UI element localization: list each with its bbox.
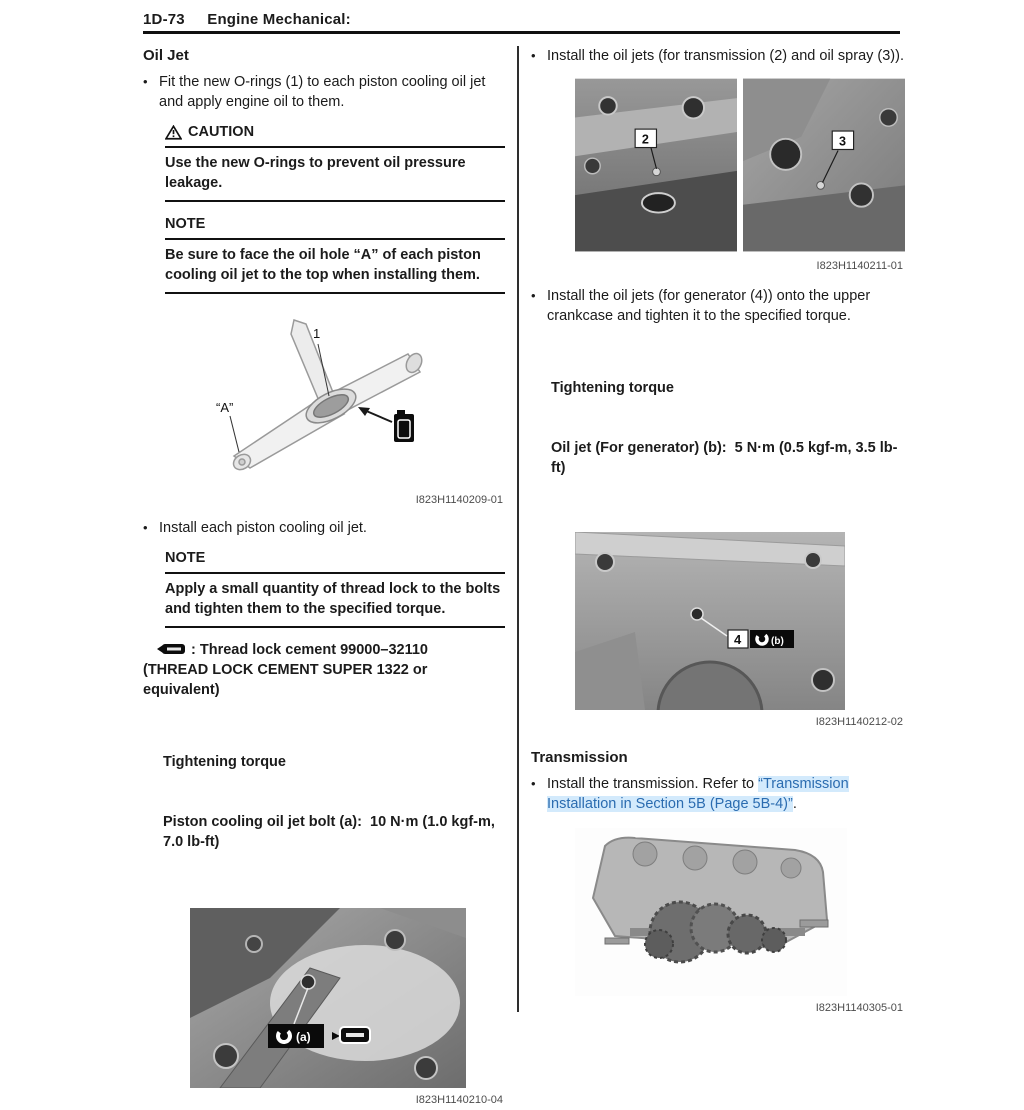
left-column xyxy=(143,44,505,1110)
torque-wrench-icon xyxy=(268,1024,324,1048)
torque-value: Piston cooling oil jet bolt (a): 10 N·m (1.0 kgf-m, 7.0 lb-ft) xyxy=(163,814,499,850)
figure-id: I823H1140211-01 xyxy=(816,260,903,272)
upper-crankcase-photo xyxy=(575,532,845,710)
figure-oil-jets-2-3 xyxy=(531,76,905,276)
figure-transmission xyxy=(531,828,905,1018)
rule xyxy=(165,238,505,240)
note-body: Apply a small quantity of thread lock to the bolts and tighten them to the specified torque. xyxy=(165,581,501,617)
rule xyxy=(165,200,505,202)
oil-can-icon xyxy=(358,407,414,442)
torque-value: Oil jet (For generator) (b): 5 N·m (0.5 kgf-m, 3.5 lb-ft) xyxy=(551,440,898,476)
label-part-1: 1 xyxy=(313,326,321,341)
bullet-marker: • xyxy=(531,776,536,791)
torque-title: Tightening torque xyxy=(551,380,674,396)
bullet-marker: • xyxy=(531,48,536,63)
thread-lock-tube-icon xyxy=(157,642,187,656)
figure-id: I823H1140305-01 xyxy=(815,1002,903,1014)
torque-wrench-icon xyxy=(750,630,794,648)
bullet-marker: • xyxy=(143,520,148,535)
step-text: Install the transmission. Refer to xyxy=(547,776,759,792)
page-number: 1D-73 xyxy=(143,11,185,28)
transmission-photo xyxy=(575,828,847,996)
right-column xyxy=(531,44,905,1018)
caution-body: Use the new O-rings to prevent oil pressure leakage. xyxy=(165,155,466,191)
transmission-jet-photo xyxy=(575,76,737,254)
page-header xyxy=(143,11,900,28)
torque-spec-right xyxy=(551,338,905,518)
note-title: NOTE xyxy=(165,216,206,232)
rule xyxy=(165,146,505,148)
note-body: Be sure to face the oil hole “A” of each piston cooling oil jet to the top when installing them. xyxy=(165,247,481,283)
bullet-marker: • xyxy=(143,74,148,89)
oil-jet-line-drawing xyxy=(198,316,538,488)
oil-spray-jet-photo xyxy=(743,76,905,254)
step-fit-orings: • Fit the new O-rings (1) to each piston cooling oil jet and apply engine oil to them. xyxy=(143,74,486,110)
svg-text:4: 4 xyxy=(734,632,742,647)
figure-id: I823H1140210-04 xyxy=(415,1094,503,1106)
torque-spec-left xyxy=(163,712,505,892)
crankcase-photo xyxy=(190,908,466,1088)
figure-id: I823H1140209-01 xyxy=(415,494,503,506)
step-install-trans-jets: • Install the oil jets (for transmission (2) and oil spray (3)). xyxy=(531,48,904,64)
figure-oil-jet-bolt xyxy=(143,908,505,1110)
rule xyxy=(165,292,505,294)
note-box-oil-hole xyxy=(165,214,505,294)
caution-title-row xyxy=(165,122,505,145)
column-divider xyxy=(517,46,519,1012)
figure-id: I823H1140212-02 xyxy=(815,716,903,728)
rule xyxy=(165,572,505,574)
transmission-installation-link[interactable]: “Transmission Installation in Section 5B (Page 5B-4)” xyxy=(547,776,849,812)
step-install-gen-jet: • Install the oil jets (for generator (4)) onto the upper crankcase and tighten it to the specified torque. xyxy=(531,288,871,324)
rule xyxy=(165,626,505,628)
bullet-marker: • xyxy=(531,288,536,303)
warning-triangle-icon xyxy=(165,125,182,140)
label-oil-hole-A: “A” xyxy=(216,400,234,415)
torque-title: Tightening torque xyxy=(163,754,286,770)
page-title: Engine Mechanical: xyxy=(207,11,351,28)
svg-text:3: 3 xyxy=(839,134,847,149)
step-install-jet: • Install each piston cooling oil jet. xyxy=(143,520,367,536)
figure-generator-jet xyxy=(531,532,905,732)
header-rule xyxy=(143,31,900,34)
note-title: NOTE xyxy=(165,550,206,566)
note-box-thread-lock xyxy=(165,548,505,628)
callout-label-3 xyxy=(832,131,853,149)
step-install-transmission: • Install the transmission. Refer to “Transmission Installation in Section 5B (Page 5B-4)”. xyxy=(531,776,849,812)
figure-oil-jet xyxy=(143,316,505,510)
label-a: (a) xyxy=(296,1030,311,1044)
caution-title: CAUTION xyxy=(188,124,255,140)
section-title-transmission: Transmission xyxy=(531,749,628,766)
svg-text:2: 2 xyxy=(641,132,649,147)
callout-label-4 xyxy=(728,630,748,648)
caution-box xyxy=(165,122,505,202)
callout-label-2 xyxy=(635,129,656,147)
label-b: (b) xyxy=(771,636,784,647)
section-title-oil-jet: Oil Jet xyxy=(143,47,189,64)
thread-lock-spec: : Thread lock cement 99000–32110 (THREAD LOCK CEMENT SUPER 1322 or equivalent) xyxy=(143,642,428,698)
